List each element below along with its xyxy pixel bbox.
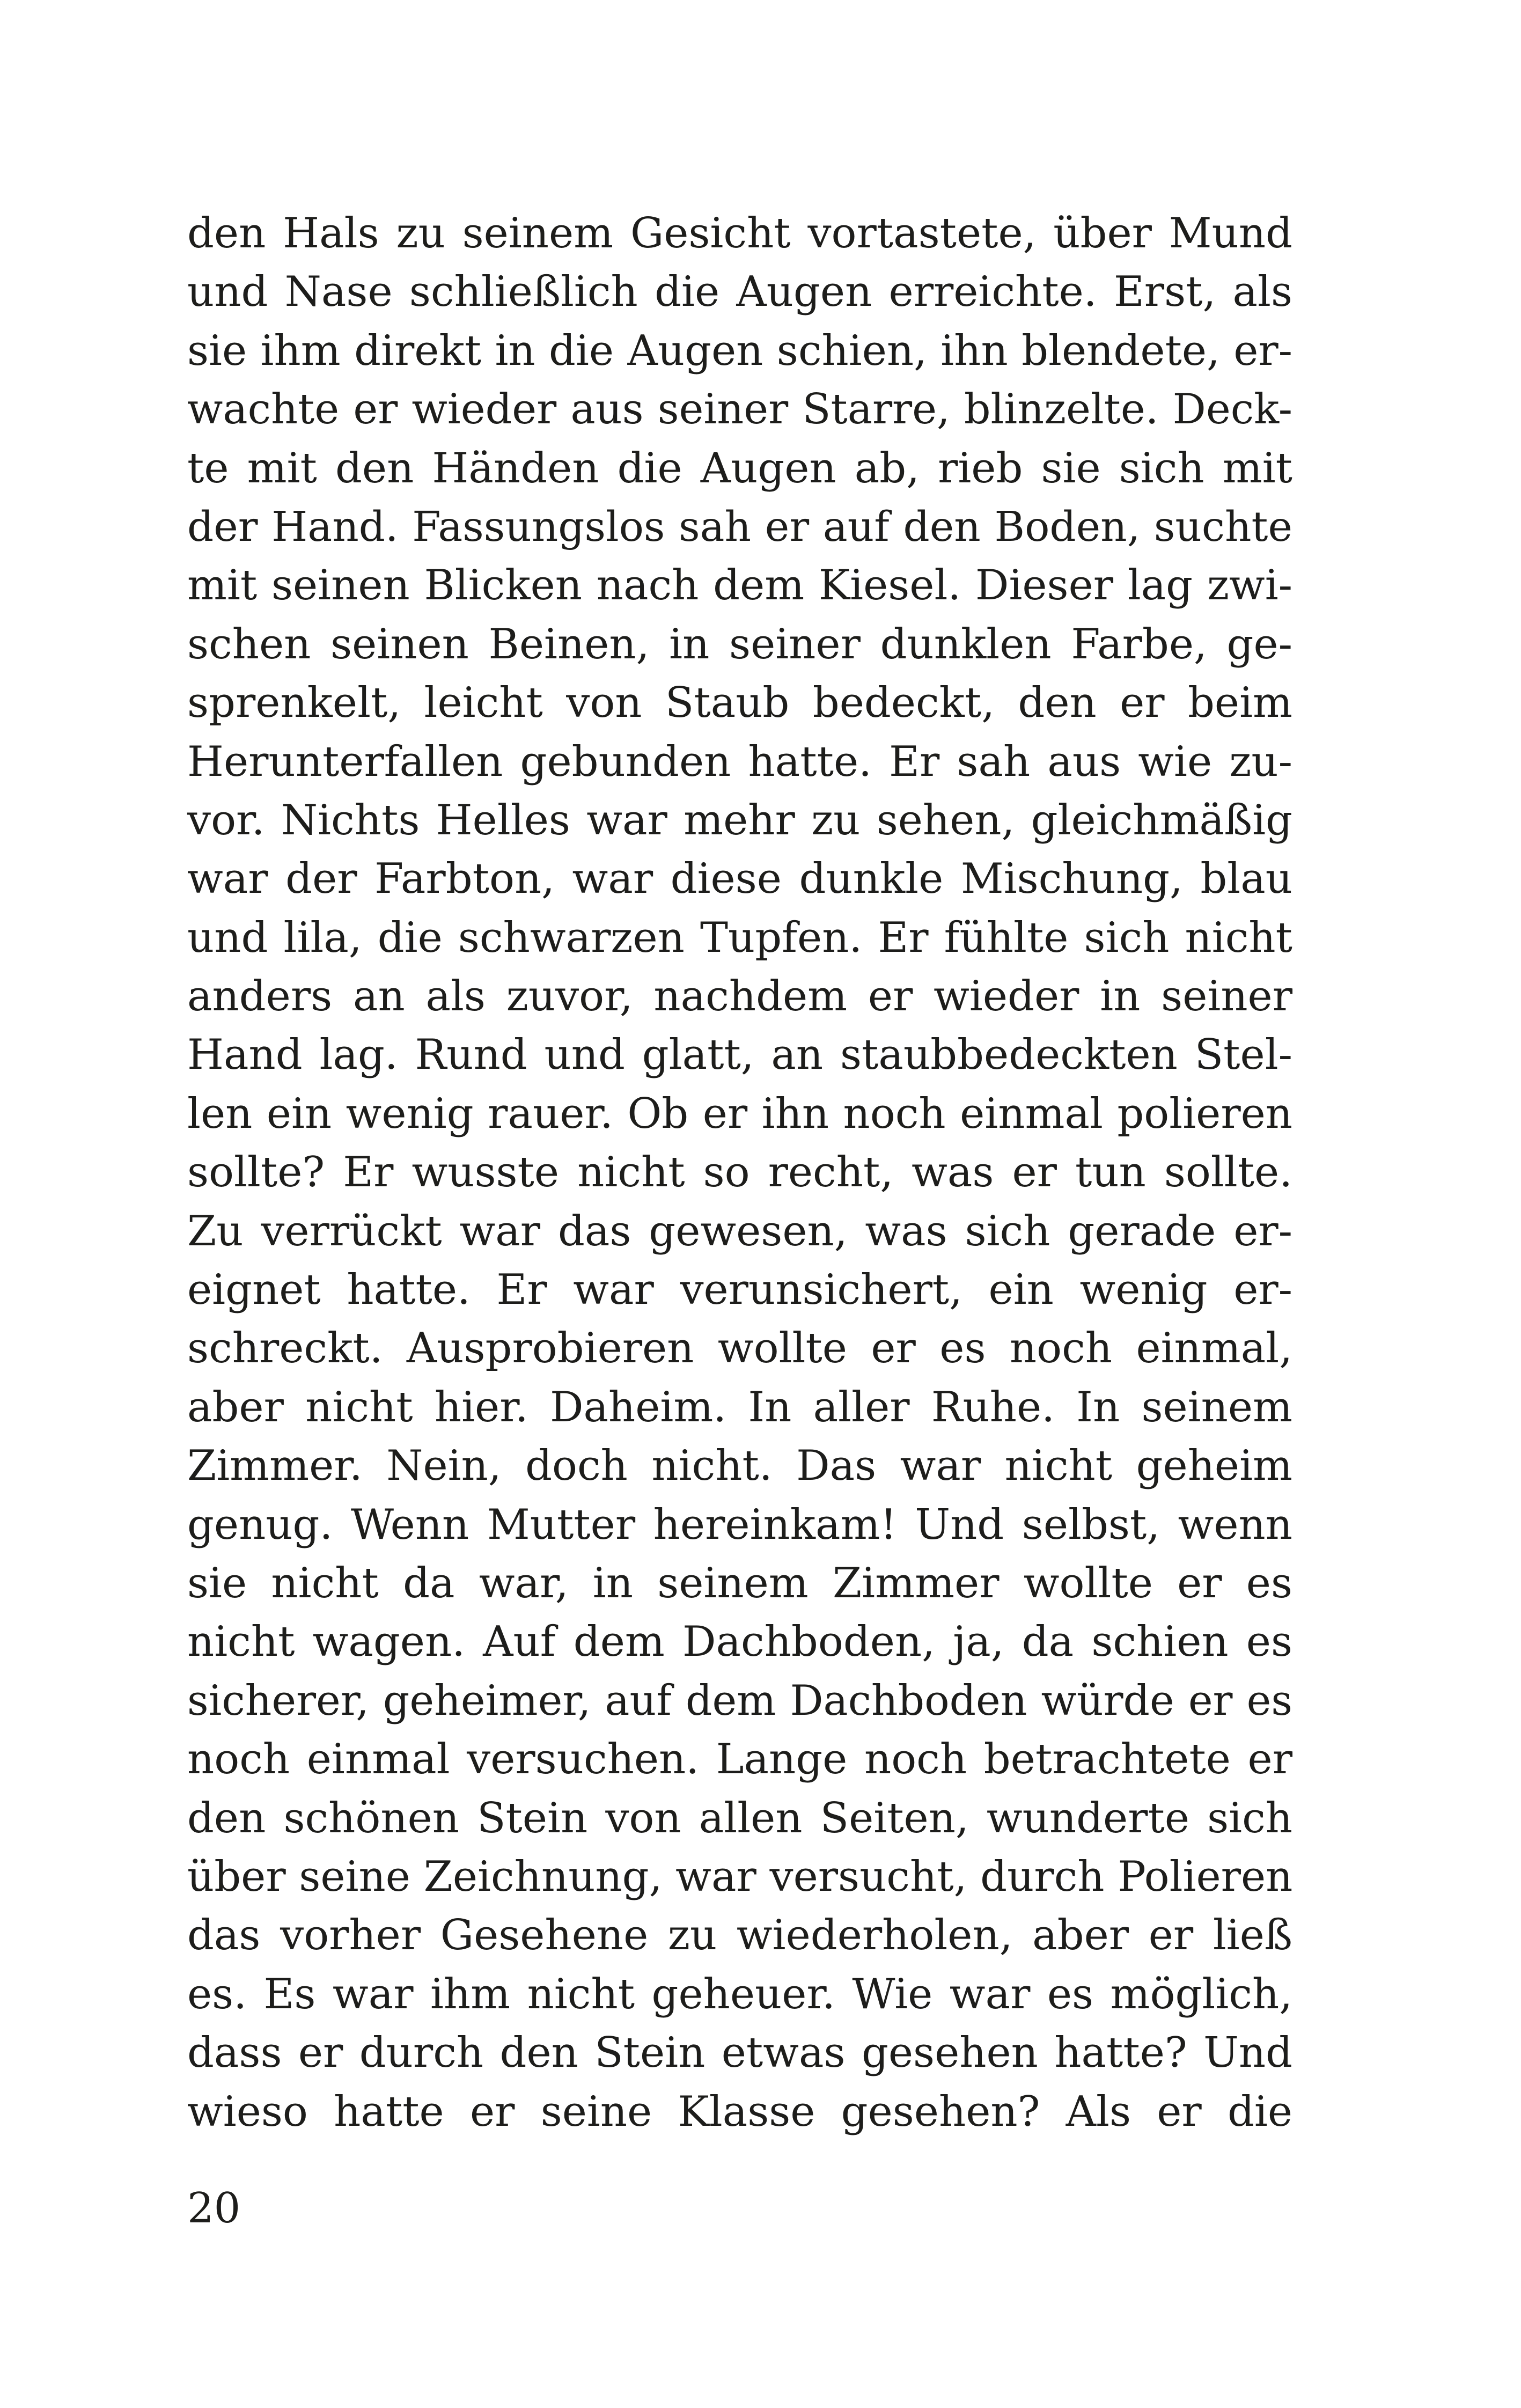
text-line-3: sie ihm direkt in die Augen schien, ihn blendete, er- <box>187 326 1292 375</box>
text-line-7: mit seinen Blicken nach dem Kiesel. Dieser lag zwi- <box>187 561 1292 610</box>
text-line-26: sicherer, geheimer, auf dem Dachboden würde er es <box>187 1676 1292 1725</box>
text-line-6: der Hand. Fassungslos sah er auf den Boden, suchte <box>187 503 1292 551</box>
text-line-18: Zu verrückt war das gewesen, was sich gerade er- <box>187 1207 1292 1256</box>
text-line-28: den schönen Stein von allen Seiten, wunderte sich <box>187 1794 1292 1842</box>
text-line-30: das vorher Gesehene zu wiederholen, aber er ließ <box>187 1911 1292 1960</box>
text-line-12: war der Farbton, war diese dunkle Mischung, blau <box>187 855 1292 904</box>
text-line-15: Hand lag. Rund und glatt, an staubbedeckten Stel- <box>187 1031 1292 1080</box>
text-line-23: genug. Wenn Mutter hereinkam! Und selbst, wenn <box>187 1500 1292 1549</box>
text-line-29: über seine Zeichnung, war versucht, durch Polieren <box>187 1852 1293 1901</box>
text-line-24: sie nicht da war, in seinem Zimmer wollte er es <box>187 1559 1292 1607</box>
text-line-2: und Nase schließlich die Augen erreichte. Erst, als <box>187 268 1292 317</box>
text-line-32: dass er durch den Stein etwas gesehen hatte? Und <box>187 2029 1292 2077</box>
text-line-8: schen seinen Beinen, in seiner dunklen Farbe, ge- <box>187 620 1292 669</box>
text-line-14: anders an als zuvor, nachdem er wieder in seiner <box>187 972 1292 1021</box>
text-line-4: wachte er wieder aus seiner Starre, blinzelte. Deck- <box>187 385 1292 434</box>
text-line-25: nicht wagen. Auf dem Dachboden, ja, da schien es <box>187 1618 1292 1666</box>
text-line-9: sprenkelt, leicht von Staub bedeckt, den er beim <box>187 679 1292 728</box>
text-line-1: den Hals zu seinem Gesicht vortastete, über Mund <box>187 209 1292 258</box>
text-line-33: wieso hatte er seine Klasse gesehen? Als er die <box>187 2087 1292 2136</box>
text-line-22: Zimmer. Nein, doch nicht. Das war nicht geheim <box>187 1442 1292 1491</box>
page-number: 20 <box>187 2184 241 2233</box>
text-line-5: te mit den Händen die Augen ab, rieb sie sich mit <box>187 444 1292 493</box>
text-line-10: Herunterfallen gebunden hatte. Er sah aus wie zu- <box>187 737 1292 786</box>
text-line-16: len ein wenig rauer. Ob er ihn noch einmal polieren <box>187 1089 1292 1138</box>
body-text <box>187 204 1292 2141</box>
text-line-31: es. Es war ihm nicht geheuer. Wie war es möglich, <box>187 1970 1292 2018</box>
text-line-20: schreckt. Ausprobieren wollte er es noch einmal, <box>187 1324 1292 1373</box>
text-line-11: vor. Nichts Helles war mehr zu sehen, gleichmäßig <box>187 796 1292 845</box>
text-line-19: eignet hatte. Er war verunsichert, ein wenig er- <box>187 1266 1292 1315</box>
text-line-13: und lila, die schwarzen Tupfen. Er fühlte sich nicht <box>187 913 1292 962</box>
text-line-27: noch einmal versuchen. Lange noch betrachtete er <box>187 1735 1292 1784</box>
text-line-17: sollte? Er wusste nicht so recht, was er tun sollte. <box>187 1148 1292 1197</box>
text-line-21: aber nicht hier. Daheim. In aller Ruhe. In seinem <box>187 1383 1292 1431</box>
